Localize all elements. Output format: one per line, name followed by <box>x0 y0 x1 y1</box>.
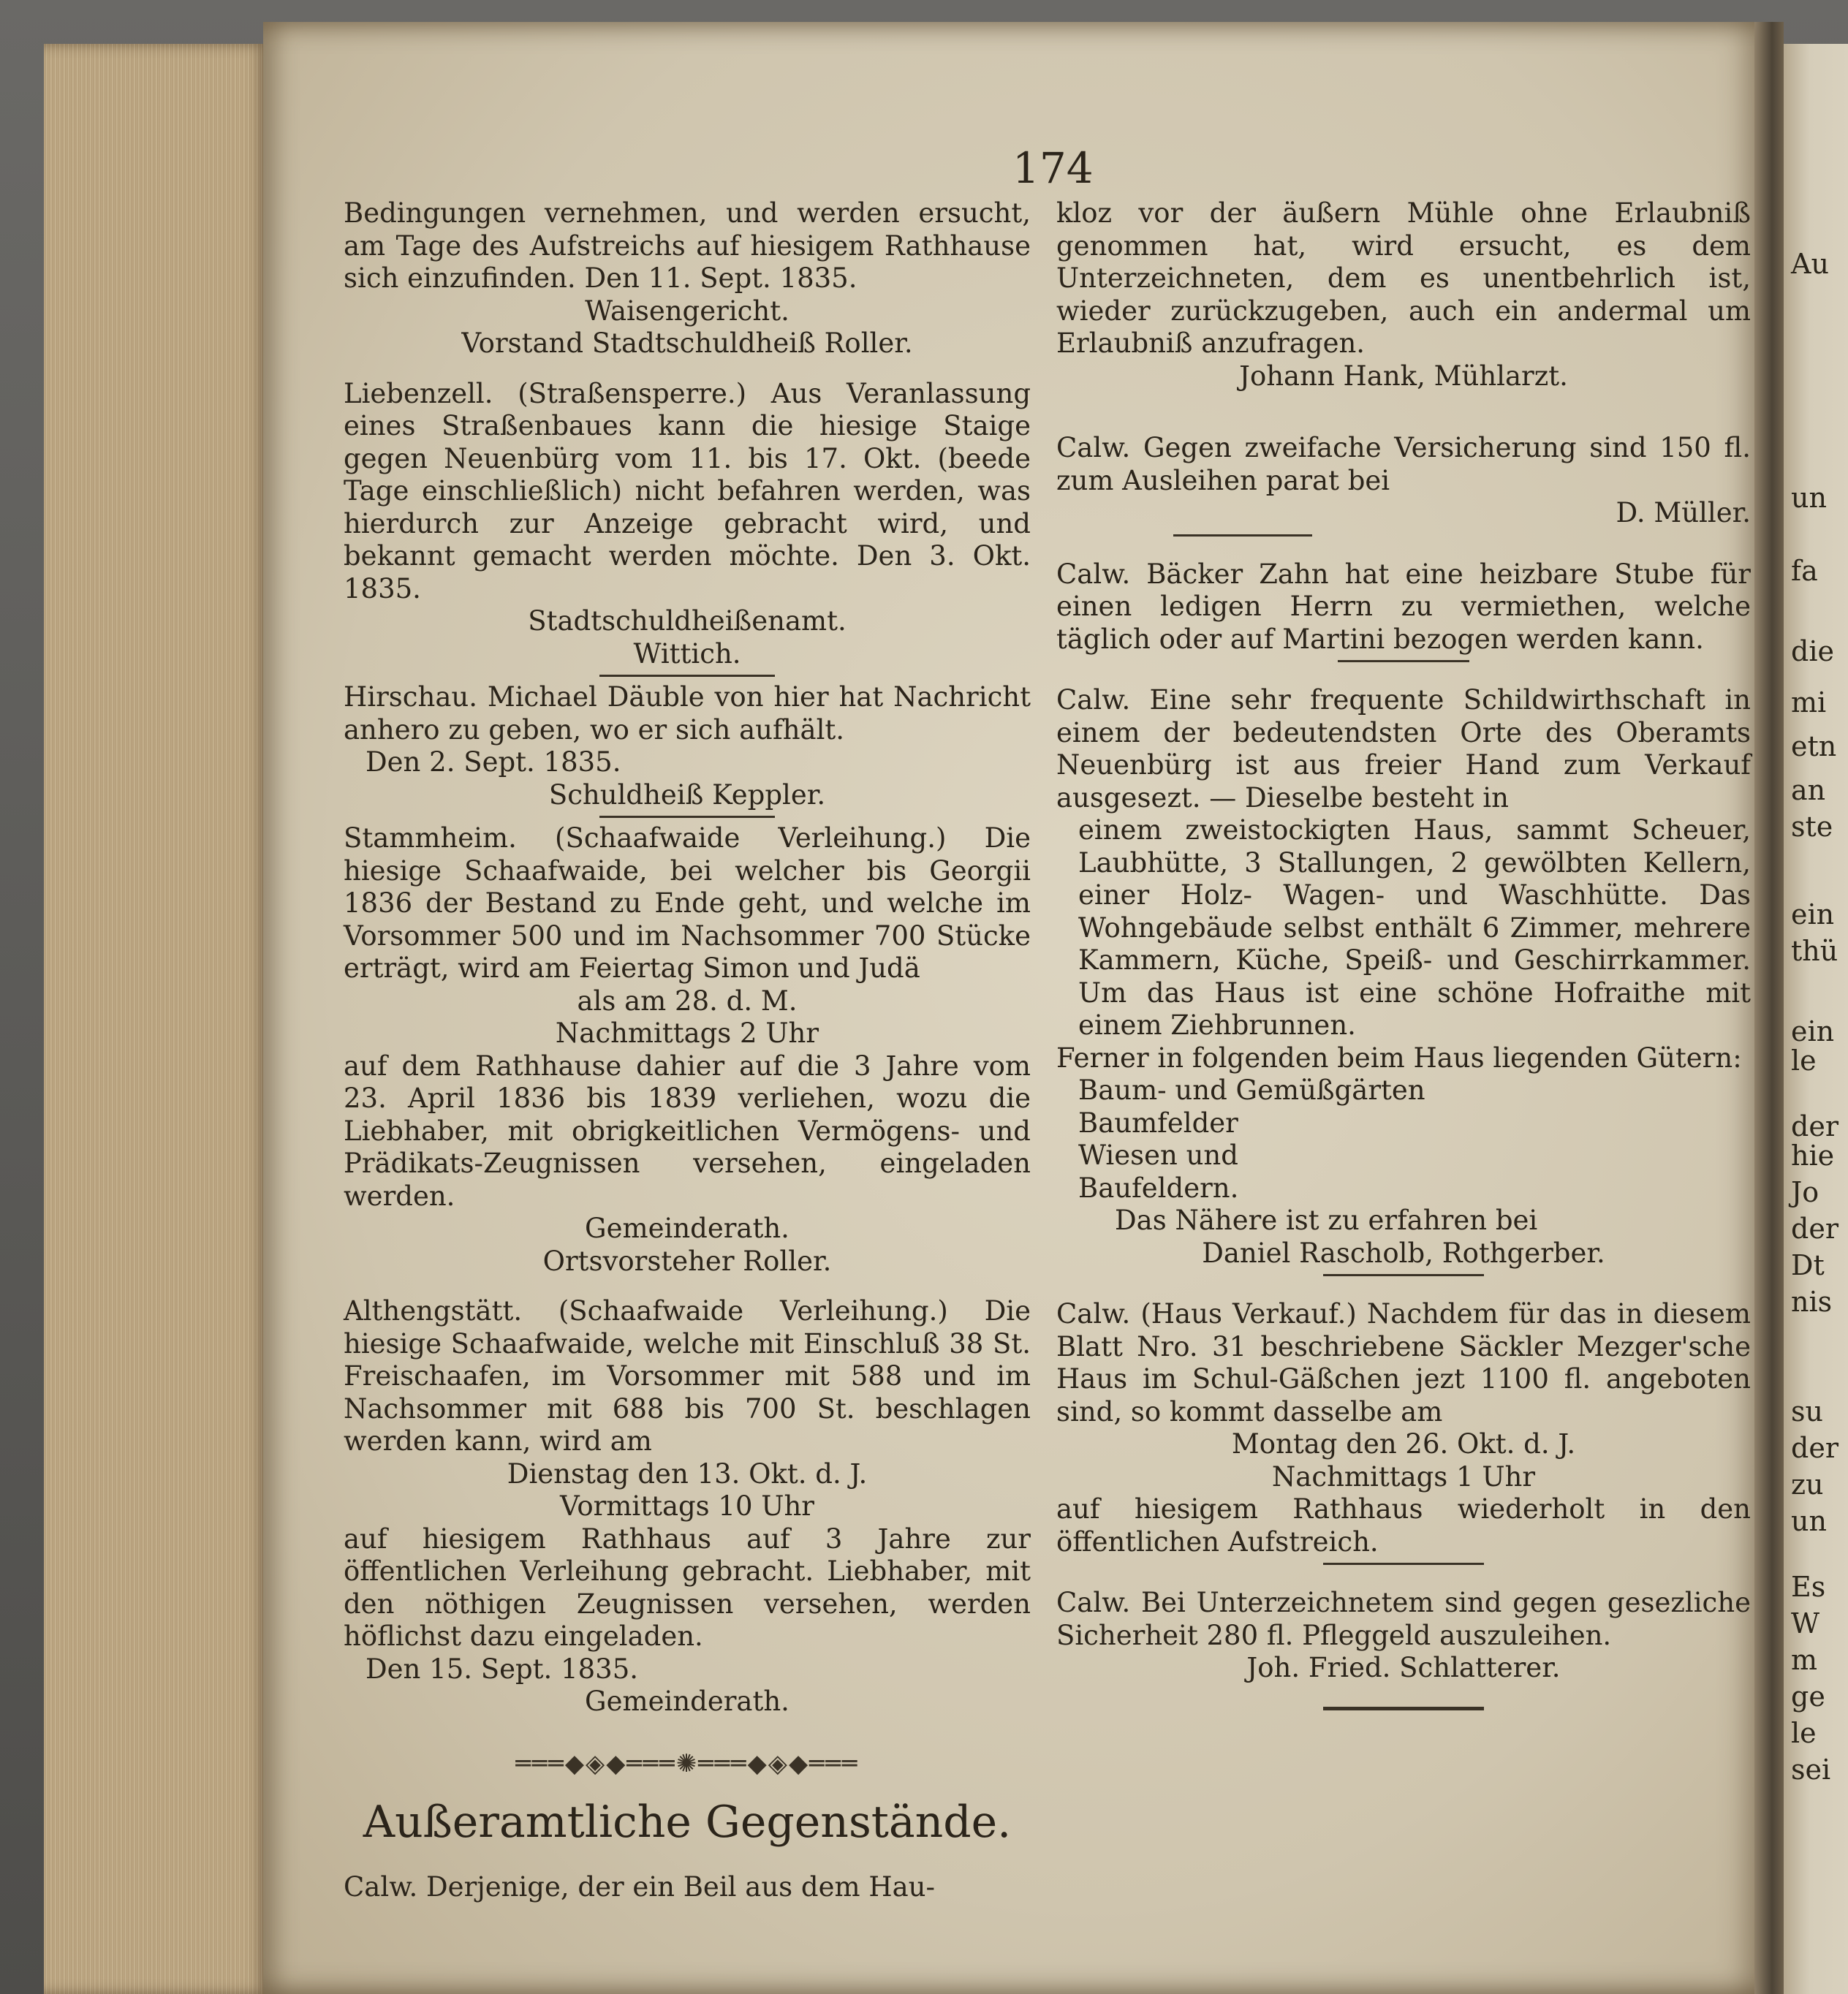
next-page-fragment: m <box>1791 1644 1818 1676</box>
notice-text: auf dem Rathhause dahier auf die 3 Jahre vom 23. April 1836 bis 1839 verliehen, wozu die Liebhaber, mit obrigkeitlichen Vermögens- und Prädikats-Zeugnissen versehen, eingeladen werden. <box>344 1050 1031 1212</box>
notice-date: Den 2. Sept. 1835. <box>366 746 621 778</box>
next-page-fragment: ste <box>1791 811 1833 843</box>
next-page-fragment: un <box>1791 482 1827 514</box>
next-page-fragment: ein <box>1791 1015 1835 1047</box>
notice-signature: Johann Hank, Mühlarzt. <box>1239 360 1568 392</box>
list-item: Baum- und Gemüßgärten <box>1078 1074 1425 1106</box>
next-page-fragment: Jo <box>1791 1176 1819 1208</box>
next-page-fragment: nis <box>1791 1286 1833 1318</box>
divider <box>1323 1707 1484 1710</box>
notice-line: Dienstag den 13. Okt. d. J. <box>507 1457 868 1490</box>
next-page-fragment: su <box>1791 1395 1823 1428</box>
next-page-fragment: etn <box>1791 730 1837 762</box>
next-page-fragment: an <box>1791 774 1826 806</box>
next-page-fragment: die <box>1791 635 1834 667</box>
notice-signature: Schuldheiß Keppler. <box>548 778 826 811</box>
next-page-fragment: un <box>1791 1505 1827 1537</box>
notice-signature: D. Müller. <box>1616 497 1751 528</box>
next-page-fragment: zu <box>1791 1468 1824 1501</box>
next-page-fragment: fa <box>1791 555 1818 587</box>
notice-signature: Gemeinderath. <box>585 1686 789 1717</box>
list-item: Baumfelder <box>1078 1107 1238 1139</box>
notice-signature: Ortsvorsteher Roller. <box>542 1245 832 1277</box>
left-column <box>344 197 1031 1903</box>
notice-text: auf hiesigem Rathhaus auf 3 Jahre zur öffentlichen Verleihung gebracht. Liebhaber, mit den nöthigen Zeugnissen versehen, werden höflichst dazu eingeladen. <box>344 1523 1031 1652</box>
next-page-fragment: le <box>1791 1717 1817 1749</box>
right-column <box>1056 197 1751 1715</box>
notice-line: Nachmittags 2 Uhr <box>555 1017 819 1049</box>
notice-text: Stammheim. (Schaafwaide Verleihung.) Die hiesige Schaafwaide, bei welcher bis Georgii 1836 der Bestand zu Ende geht, und welche im Vorsommer 500 und im Nachsommer 700 Stücke erträgt, wird am Feiertag Simon und Judä <box>344 822 1031 984</box>
notice-text: Liebenzell. (Straßensperre.) Aus Veranlassung eines Straßenbaues kann die hiesige Staige gegen Neuenbürg vom 11. bis 17. Okt. (beede Tage einschließlich) nicht befahren werden, was hierdurch zur Anzeige gebracht wird, und bekannt gemacht werden möchte. Den 3. Okt. 1835. <box>344 377 1031 604</box>
notice-signature: Stadtschuldheißenamt. <box>528 605 847 637</box>
divider <box>599 816 775 818</box>
ornament-divider: ═══◆◈◆═══✺═══◆◈◆═══ <box>515 1748 859 1778</box>
next-page-fragment: Dt <box>1791 1249 1825 1281</box>
next-page-edge <box>1784 44 1848 1994</box>
notice-text: Calw. (Haus Verkauf.) Nachdem für das in diesem Blatt Nro. 31 beschriebene Säckler Mezger'sche Haus im Schul-Gäßchen jezt 1100 fl. angeboten sind, so kommt dasselbe am <box>1056 1298 1751 1428</box>
list-item: Baufeldern. <box>1078 1172 1239 1204</box>
next-page-fragment: der <box>1791 1213 1838 1245</box>
notice-text: Hirschau. Michael Däuble von hier hat Nachricht anhero zu geben, wo er sich aufhält. <box>344 681 1031 746</box>
notice-line: Vormittags 10 Uhr <box>560 1490 814 1522</box>
next-page-fragment: ein <box>1791 898 1835 930</box>
notice-text: Ferner in folgenden beim Haus liegenden Gütern: <box>1056 1042 1742 1074</box>
next-page-fragment: sei <box>1791 1754 1831 1786</box>
next-page-fragment: le <box>1791 1045 1817 1077</box>
next-page-fragment: der <box>1791 1432 1838 1464</box>
notice-text: Calw. Derjenige, der ein Beil aus dem Hau- <box>344 1870 935 1903</box>
notice-text: Calw. Gegen zweifache Versicherung sind 150 fl. zum Ausleihen parat bei <box>1056 432 1751 496</box>
list-item: Wiesen und <box>1078 1140 1238 1171</box>
next-page-fragment: mi <box>1791 686 1827 719</box>
next-page-fragment: W <box>1791 1607 1820 1639</box>
next-page-fragment: Es <box>1791 1571 1826 1603</box>
notice-text: Calw. Bäcker Zahn hat eine heizbare Stube für einen ledigen Herrn zu vermiethen, welche täglich oder auf Martini bezogen werden kann. <box>1056 558 1751 655</box>
notice-text: Althengstätt. (Schaafwaide Verleihung.) Die hiesige Schaafwaide, welche mit Einschluß 38 St. Freischaafen, im Vorsommer mit 588 und im Nachsommer mit 688 bis 700 St. beschlagen werden kann, wird am <box>344 1295 1031 1457</box>
divider <box>599 675 775 677</box>
notice-text: kloz vor der äußern Mühle ohne Erlaubniß genommen hat, wird ersucht, es dem Unterzeichneten, dem es unentbehrlich ist, wieder zurückzugeben, auch ein andermal um Erlaubniß anzufragen. <box>1056 197 1751 359</box>
page-edges <box>44 44 270 1994</box>
page-number: 174 <box>1012 143 1094 193</box>
notice-text: auf hiesigem Rathhaus wiederholt in den öffentlichen Aufstreich. <box>1056 1493 1751 1558</box>
divider <box>1173 534 1312 537</box>
next-page-fragment: Au <box>1791 248 1829 280</box>
next-page-fragment: der <box>1791 1110 1838 1142</box>
divider <box>1323 1563 1484 1565</box>
notice-signature: Gemeinderath. <box>585 1213 789 1244</box>
notice-line: Das Nähere ist zu erfahren bei <box>1115 1205 1538 1236</box>
notice-text: Calw. Bei Unterzeichnetem sind gegen gesezliche Sicherheit 280 fl. Pfleggeld auszuleihen. <box>1056 1587 1751 1651</box>
divider <box>1323 1274 1484 1276</box>
notice-text: Bedingungen vernehmen, und werden ersucht, am Tage des Aufstreichs auf hiesigem Rathhause sich einzufinden. Den 11. Sept. 1835. <box>344 197 1031 294</box>
notice-line: Nachmittags 1 Uhr <box>1271 1460 1536 1493</box>
next-page-fragment: thü <box>1791 935 1838 967</box>
notice-date: Den 15. Sept. 1835. <box>366 1653 638 1685</box>
notice-text: einem zweistockigten Haus, sammt Scheuer, Laubhütte, 3 Stallungen, 2 gewölbten Kellern, einer Holz- Wagen- und Waschhütte. Das Wohngebäude selbst enthält 6 Zimmer, mehrere Kammern, Küche, Speiß- und Geschirrkammer. Um das Haus ist eine schöne Hofraithe mit einem Ziehbrunnen. <box>1078 814 1751 1041</box>
next-page-fragment: hie <box>1791 1140 1835 1172</box>
notice-signature: Wittich. <box>633 637 741 670</box>
notice-line: Montag den 26. Okt. d. J. <box>1231 1428 1576 1460</box>
section-heading: Außeramtliche Gegenstände. <box>363 1797 1012 1848</box>
notice-signature: Vorstand Stadtschuldheiß Roller. <box>461 327 913 359</box>
next-page-fragment: ge <box>1791 1680 1825 1713</box>
notice-signature: Waisengericht. <box>585 295 789 327</box>
notice-line: als am 28. d. M. <box>577 985 798 1017</box>
divider <box>1338 660 1469 662</box>
notice-signature: Joh. Fried. Schlatterer. <box>1246 1652 1561 1683</box>
book-gutter <box>1754 22 1784 1994</box>
notice-text: Calw. Eine sehr frequente Schildwirthschaft in einem der bedeutendsten Orte des Oberamts Neuenbürg ist aus freier Hand zum Verkauf ausgesezt. — Dieselbe besteht in <box>1056 684 1751 814</box>
notice-signature: Daniel Rascholb, Rothgerber. <box>1202 1237 1605 1269</box>
